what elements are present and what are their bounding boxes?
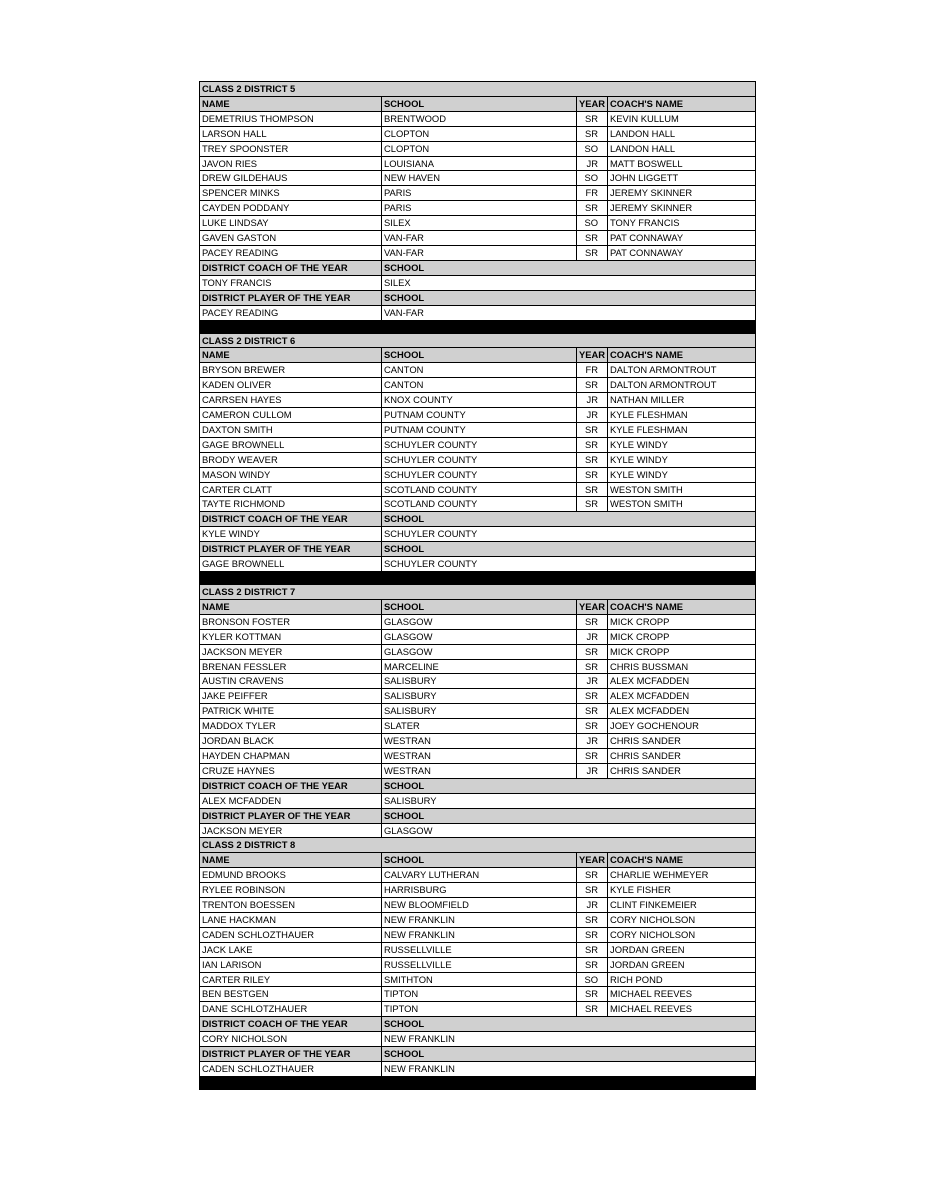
- header-school: SCHOOL: [382, 853, 577, 868]
- player-name: CAYDEN PODDANY: [200, 201, 382, 216]
- player-year: SO: [577, 972, 608, 987]
- player-school: SILEX: [382, 216, 577, 231]
- coach-of-year-row: [200, 275, 756, 290]
- player-school: TIPTON: [382, 987, 577, 1002]
- player-coach: JEREMY SKINNER: [608, 201, 756, 216]
- player-name: BRYSON BREWER: [200, 363, 382, 378]
- table-row: [200, 171, 756, 186]
- player-coach: JEREMY SKINNER: [608, 186, 756, 201]
- player-school: SLATER: [382, 719, 577, 734]
- player-school: VAN-FAR: [382, 245, 577, 260]
- coach-of-year-school: NEW FRANKLIN: [382, 1032, 756, 1047]
- player-year: SR: [577, 644, 608, 659]
- player-of-year-label: DISTRICT PLAYER OF THE YEAR: [200, 808, 382, 823]
- player-of-year-name: JACKSON MEYER: [200, 823, 382, 838]
- coach-of-year-label: DISTRICT COACH OF THE YEAR: [200, 512, 382, 527]
- header-name: NAME: [200, 853, 382, 868]
- player-name: MASON WINDY: [200, 467, 382, 482]
- player-year: SR: [577, 245, 608, 260]
- player-coach: MATT BOSWELL: [608, 156, 756, 171]
- player-year: SO: [577, 216, 608, 231]
- player-school: SCOTLAND COUNTY: [382, 497, 577, 512]
- player-of-year-name: PACEY READING: [200, 305, 382, 320]
- player-coach: LANDON HALL: [608, 126, 756, 141]
- player-year: SR: [577, 126, 608, 141]
- player-coach: KYLE FLESHMAN: [608, 408, 756, 423]
- player-school: CANTON: [382, 363, 577, 378]
- table-row: [200, 497, 756, 512]
- player-year: JR: [577, 763, 608, 778]
- player-school: GLASGOW: [382, 644, 577, 659]
- player-name: DEMETRIUS THOMPSON: [200, 111, 382, 126]
- table-row: [200, 231, 756, 246]
- player-year: SR: [577, 927, 608, 942]
- player-coach: RICH POND: [608, 972, 756, 987]
- player-name: DREW GILDEHAUS: [200, 171, 382, 186]
- coach-of-year-school: SCHUYLER COUNTY: [382, 527, 756, 542]
- player-name: TRENTON BOESSEN: [200, 898, 382, 913]
- player-school: SCHUYLER COUNTY: [382, 437, 577, 452]
- coach-of-year-school-label: SCHOOL: [382, 1017, 756, 1032]
- player-coach: LANDON HALL: [608, 141, 756, 156]
- player-name: CADEN SCHLOZTHAUER: [200, 927, 382, 942]
- player-year: JR: [577, 156, 608, 171]
- player-year: JR: [577, 629, 608, 644]
- player-school: GLASGOW: [382, 614, 577, 629]
- player-coach: WESTON SMITH: [608, 497, 756, 512]
- player-name: PACEY READING: [200, 245, 382, 260]
- player-school: PUTNAM COUNTY: [382, 422, 577, 437]
- header-year: YEAR: [577, 599, 608, 614]
- player-school: LOUISIANA: [382, 156, 577, 171]
- player-year: SR: [577, 614, 608, 629]
- player-of-year-school-label: SCHOOL: [382, 1047, 756, 1062]
- player-school: CLOPTON: [382, 141, 577, 156]
- table-row: [200, 216, 756, 231]
- table-row: [200, 141, 756, 156]
- table-row: [200, 111, 756, 126]
- table-row: [200, 912, 756, 927]
- table-row: [200, 689, 756, 704]
- all-district-table: [199, 81, 756, 1090]
- table-row: [200, 422, 756, 437]
- coach-of-year-name: ALEX MCFADDEN: [200, 793, 382, 808]
- coach-of-year-label: DISTRICT COACH OF THE YEAR: [200, 1017, 382, 1032]
- player-coach: CHRIS SANDER: [608, 748, 756, 763]
- player-year: SO: [577, 171, 608, 186]
- player-year: SR: [577, 987, 608, 1002]
- district-title-row: [200, 838, 756, 853]
- player-name: CARRSEN HAYES: [200, 393, 382, 408]
- player-year: SR: [577, 689, 608, 704]
- divider-bar: [200, 572, 756, 585]
- table-row: [200, 868, 756, 883]
- player-coach: MICK CROPP: [608, 629, 756, 644]
- player-year: SR: [577, 482, 608, 497]
- player-name: CARTER RILEY: [200, 972, 382, 987]
- player-coach: MICHAEL REEVES: [608, 1002, 756, 1017]
- table-row: [200, 363, 756, 378]
- table-row: [200, 201, 756, 216]
- player-year: SR: [577, 467, 608, 482]
- header-coach: COACH'S NAME: [608, 348, 756, 363]
- table-row: [200, 186, 756, 201]
- player-of-year-header-row: [200, 290, 756, 305]
- table-row: [200, 883, 756, 898]
- player-of-year-row: [200, 305, 756, 320]
- player-of-year-header-row: [200, 542, 756, 557]
- player-year: FR: [577, 363, 608, 378]
- player-coach: MICK CROPP: [608, 644, 756, 659]
- player-coach: ALEX MCFADDEN: [608, 689, 756, 704]
- player-name: DAXTON SMITH: [200, 422, 382, 437]
- player-coach: KYLE WINDY: [608, 467, 756, 482]
- player-of-year-row: [200, 823, 756, 838]
- player-year: SR: [577, 422, 608, 437]
- player-name: JAVON RIES: [200, 156, 382, 171]
- player-name: TAYTE RICHMOND: [200, 497, 382, 512]
- player-coach: KYLE WINDY: [608, 437, 756, 452]
- player-school: NEW BLOOMFIELD: [382, 898, 577, 913]
- player-school: GLASGOW: [382, 629, 577, 644]
- coach-of-year-school-label: SCHOOL: [382, 778, 756, 793]
- player-year: JR: [577, 408, 608, 423]
- coach-of-year-school-label: SCHOOL: [382, 260, 756, 275]
- table-row: [200, 987, 756, 1002]
- table-row: [200, 659, 756, 674]
- player-coach: DALTON ARMONTROUT: [608, 363, 756, 378]
- divider-bar: [200, 1076, 756, 1089]
- player-year: SR: [577, 704, 608, 719]
- player-year: SR: [577, 231, 608, 246]
- player-school: SMITHTON: [382, 972, 577, 987]
- player-year: SR: [577, 659, 608, 674]
- player-school: CALVARY LUTHERAN: [382, 868, 577, 883]
- player-name: CRUZE HAYNES: [200, 763, 382, 778]
- player-school: WESTRAN: [382, 734, 577, 749]
- player-name: TREY SPOONSTER: [200, 141, 382, 156]
- table-row: [200, 719, 756, 734]
- player-name: LANE HACKMAN: [200, 912, 382, 927]
- player-school: SCHUYLER COUNTY: [382, 452, 577, 467]
- player-coach: JOEY GOCHENOUR: [608, 719, 756, 734]
- player-coach: MICHAEL REEVES: [608, 987, 756, 1002]
- table-row: [200, 704, 756, 719]
- player-year: FR: [577, 186, 608, 201]
- divider-bar: [200, 320, 756, 333]
- player-name: PATRICK WHITE: [200, 704, 382, 719]
- player-coach: ALEX MCFADDEN: [608, 674, 756, 689]
- player-coach: PAT CONNAWAY: [608, 245, 756, 260]
- player-year: SR: [577, 1002, 608, 1017]
- section-divider: [200, 1076, 756, 1089]
- player-name: CAMERON CULLOM: [200, 408, 382, 423]
- player-of-year-school: VAN-FAR: [382, 305, 756, 320]
- player-coach: KEVIN KULLUM: [608, 111, 756, 126]
- player-name: BRONSON FOSTER: [200, 614, 382, 629]
- player-coach: KYLE FLESHMAN: [608, 422, 756, 437]
- player-name: BEN BESTGEN: [200, 987, 382, 1002]
- header-year: YEAR: [577, 853, 608, 868]
- player-school: PUTNAM COUNTY: [382, 408, 577, 423]
- player-name: LARSON HALL: [200, 126, 382, 141]
- player-school: RUSSELLVILLE: [382, 957, 577, 972]
- player-name: EDMUND BROOKS: [200, 868, 382, 883]
- player-of-year-school-label: SCHOOL: [382, 542, 756, 557]
- player-year: SR: [577, 883, 608, 898]
- player-coach: MICK CROPP: [608, 614, 756, 629]
- player-school: MARCELINE: [382, 659, 577, 674]
- all-district-document: [199, 81, 755, 1090]
- player-of-year-name: GAGE BROWNELL: [200, 557, 382, 572]
- player-year: SR: [577, 957, 608, 972]
- player-coach: PAT CONNAWAY: [608, 231, 756, 246]
- player-name: IAN LARISON: [200, 957, 382, 972]
- player-name: SPENCER MINKS: [200, 186, 382, 201]
- player-year: SR: [577, 452, 608, 467]
- player-coach: CHRIS SANDER: [608, 734, 756, 749]
- player-school: SALISBURY: [382, 689, 577, 704]
- coach-of-year-header-row: [200, 260, 756, 275]
- player-school: CLOPTON: [382, 126, 577, 141]
- table-row: [200, 378, 756, 393]
- table-row: [200, 942, 756, 957]
- coach-of-year-label: DISTRICT COACH OF THE YEAR: [200, 260, 382, 275]
- player-year: SR: [577, 868, 608, 883]
- header-school: SCHOOL: [382, 348, 577, 363]
- player-coach: CORY NICHOLSON: [608, 927, 756, 942]
- district-title-row: [200, 585, 756, 600]
- player-name: LUKE LINDSAY: [200, 216, 382, 231]
- player-school: NEW FRANKLIN: [382, 927, 577, 942]
- header-year: YEAR: [577, 348, 608, 363]
- player-of-year-header-row: [200, 1047, 756, 1062]
- player-school: SCHUYLER COUNTY: [382, 467, 577, 482]
- player-of-year-school: SCHUYLER COUNTY: [382, 557, 756, 572]
- coach-of-year-header-row: [200, 1017, 756, 1032]
- header-name: NAME: [200, 599, 382, 614]
- table-row: [200, 467, 756, 482]
- coach-of-year-school: SALISBURY: [382, 793, 756, 808]
- table-row: [200, 763, 756, 778]
- table-row: [200, 734, 756, 749]
- player-coach: CLINT FINKEMEIER: [608, 898, 756, 913]
- player-coach: KYLE FISHER: [608, 883, 756, 898]
- table-row: [200, 245, 756, 260]
- header-coach: COACH'S NAME: [608, 853, 756, 868]
- player-coach: CORY NICHOLSON: [608, 912, 756, 927]
- player-name: KADEN OLIVER: [200, 378, 382, 393]
- table-row: [200, 898, 756, 913]
- table-row: [200, 972, 756, 987]
- header-name: NAME: [200, 348, 382, 363]
- player-of-year-row: [200, 1062, 756, 1077]
- player-school: PARIS: [382, 201, 577, 216]
- player-year: JR: [577, 393, 608, 408]
- column-header-row: [200, 348, 756, 363]
- coach-of-year-school: SILEX: [382, 275, 756, 290]
- player-name: MADDOX TYLER: [200, 719, 382, 734]
- table-row: [200, 1002, 756, 1017]
- header-school: SCHOOL: [382, 599, 577, 614]
- player-year: SO: [577, 141, 608, 156]
- player-of-year-header-row: [200, 808, 756, 823]
- player-of-year-school-label: SCHOOL: [382, 808, 756, 823]
- player-of-year-school: GLASGOW: [382, 823, 756, 838]
- header-name: NAME: [200, 96, 382, 111]
- player-coach: CHARLIE WEHMEYER: [608, 868, 756, 883]
- player-name: BRENAN FESSLER: [200, 659, 382, 674]
- player-coach: DALTON ARMONTROUT: [608, 378, 756, 393]
- player-of-year-label: DISTRICT PLAYER OF THE YEAR: [200, 290, 382, 305]
- player-school: BRENTWOOD: [382, 111, 577, 126]
- player-name: BRODY WEAVER: [200, 452, 382, 467]
- table-row: [200, 437, 756, 452]
- player-school: SCOTLAND COUNTY: [382, 482, 577, 497]
- coach-of-year-name: KYLE WINDY: [200, 527, 382, 542]
- table-row: [200, 452, 756, 467]
- player-school: TIPTON: [382, 1002, 577, 1017]
- player-name: GAVEN GASTON: [200, 231, 382, 246]
- player-year: JR: [577, 734, 608, 749]
- column-header-row: [200, 853, 756, 868]
- table-row: [200, 482, 756, 497]
- player-of-year-school-label: SCHOOL: [382, 290, 756, 305]
- header-school: SCHOOL: [382, 96, 577, 111]
- player-name: KYLER KOTTMAN: [200, 629, 382, 644]
- table-row: [200, 156, 756, 171]
- table-row: [200, 408, 756, 423]
- player-school: CANTON: [382, 378, 577, 393]
- player-of-year-label: DISTRICT PLAYER OF THE YEAR: [200, 1047, 382, 1062]
- player-coach: CHRIS BUSSMAN: [608, 659, 756, 674]
- player-name: RYLEE ROBINSON: [200, 883, 382, 898]
- player-year: SR: [577, 748, 608, 763]
- header-coach: COACH'S NAME: [608, 599, 756, 614]
- player-school: NEW HAVEN: [382, 171, 577, 186]
- district-title: CLASS 2 DISTRICT 5: [200, 82, 756, 97]
- table-row: [200, 748, 756, 763]
- player-name: CARTER CLATT: [200, 482, 382, 497]
- table-row: [200, 614, 756, 629]
- district-title: CLASS 2 DISTRICT 6: [200, 333, 756, 348]
- player-name: JAKE PEIFFER: [200, 689, 382, 704]
- table-row: [200, 393, 756, 408]
- table-row: [200, 674, 756, 689]
- coach-of-year-name: TONY FRANCIS: [200, 275, 382, 290]
- player-year: SR: [577, 912, 608, 927]
- player-school: KNOX COUNTY: [382, 393, 577, 408]
- section-divider: [200, 320, 756, 333]
- player-year: SR: [577, 497, 608, 512]
- table-row: [200, 629, 756, 644]
- district-title-row: [200, 333, 756, 348]
- coach-of-year-name: CORY NICHOLSON: [200, 1032, 382, 1047]
- player-coach: JORDAN GREEN: [608, 957, 756, 972]
- player-year: SR: [577, 942, 608, 957]
- player-name: AUSTIN CRAVENS: [200, 674, 382, 689]
- coach-of-year-header-row: [200, 512, 756, 527]
- player-school: WESTRAN: [382, 763, 577, 778]
- coach-of-year-header-row: [200, 778, 756, 793]
- player-of-year-name: CADEN SCHLOZTHAUER: [200, 1062, 382, 1077]
- player-school: PARIS: [382, 186, 577, 201]
- coach-of-year-school-label: SCHOOL: [382, 512, 756, 527]
- player-coach: KYLE WINDY: [608, 452, 756, 467]
- player-name: DANE SCHLOTZHAUER: [200, 1002, 382, 1017]
- header-year: YEAR: [577, 96, 608, 111]
- section-divider: [200, 572, 756, 585]
- player-year: SR: [577, 201, 608, 216]
- player-school: HARRISBURG: [382, 883, 577, 898]
- player-of-year-label: DISTRICT PLAYER OF THE YEAR: [200, 542, 382, 557]
- table-row: [200, 957, 756, 972]
- player-school: WESTRAN: [382, 748, 577, 763]
- column-header-row: [200, 599, 756, 614]
- player-coach: CHRIS SANDER: [608, 763, 756, 778]
- player-name: HAYDEN CHAPMAN: [200, 748, 382, 763]
- table-row: [200, 927, 756, 942]
- player-year: JR: [577, 674, 608, 689]
- coach-of-year-label: DISTRICT COACH OF THE YEAR: [200, 778, 382, 793]
- player-of-year-school: NEW FRANKLIN: [382, 1062, 756, 1077]
- player-coach: JOHN LIGGETT: [608, 171, 756, 186]
- table-row: [200, 126, 756, 141]
- district-title: CLASS 2 DISTRICT 7: [200, 585, 756, 600]
- player-year: SR: [577, 437, 608, 452]
- table-body: [200, 82, 756, 1090]
- column-header-row: [200, 96, 756, 111]
- player-name: JACK LAKE: [200, 942, 382, 957]
- player-year: JR: [577, 898, 608, 913]
- player-school: SALISBURY: [382, 704, 577, 719]
- player-of-year-row: [200, 557, 756, 572]
- header-coach: COACH'S NAME: [608, 96, 756, 111]
- coach-of-year-row: [200, 1032, 756, 1047]
- player-coach: ALEX MCFADDEN: [608, 704, 756, 719]
- coach-of-year-row: [200, 793, 756, 808]
- coach-of-year-row: [200, 527, 756, 542]
- player-year: SR: [577, 378, 608, 393]
- player-year: SR: [577, 719, 608, 734]
- player-name: JORDAN BLACK: [200, 734, 382, 749]
- district-title: CLASS 2 DISTRICT 8: [200, 838, 756, 853]
- district-title-row: [200, 82, 756, 97]
- player-coach: WESTON SMITH: [608, 482, 756, 497]
- player-coach: NATHAN MILLER: [608, 393, 756, 408]
- player-coach: JORDAN GREEN: [608, 942, 756, 957]
- player-school: SALISBURY: [382, 674, 577, 689]
- player-school: RUSSELLVILLE: [382, 942, 577, 957]
- player-year: SR: [577, 111, 608, 126]
- player-school: NEW FRANKLIN: [382, 912, 577, 927]
- player-school: VAN-FAR: [382, 231, 577, 246]
- player-name: JACKSON MEYER: [200, 644, 382, 659]
- player-name: GAGE BROWNELL: [200, 437, 382, 452]
- table-row: [200, 644, 756, 659]
- player-coach: TONY FRANCIS: [608, 216, 756, 231]
